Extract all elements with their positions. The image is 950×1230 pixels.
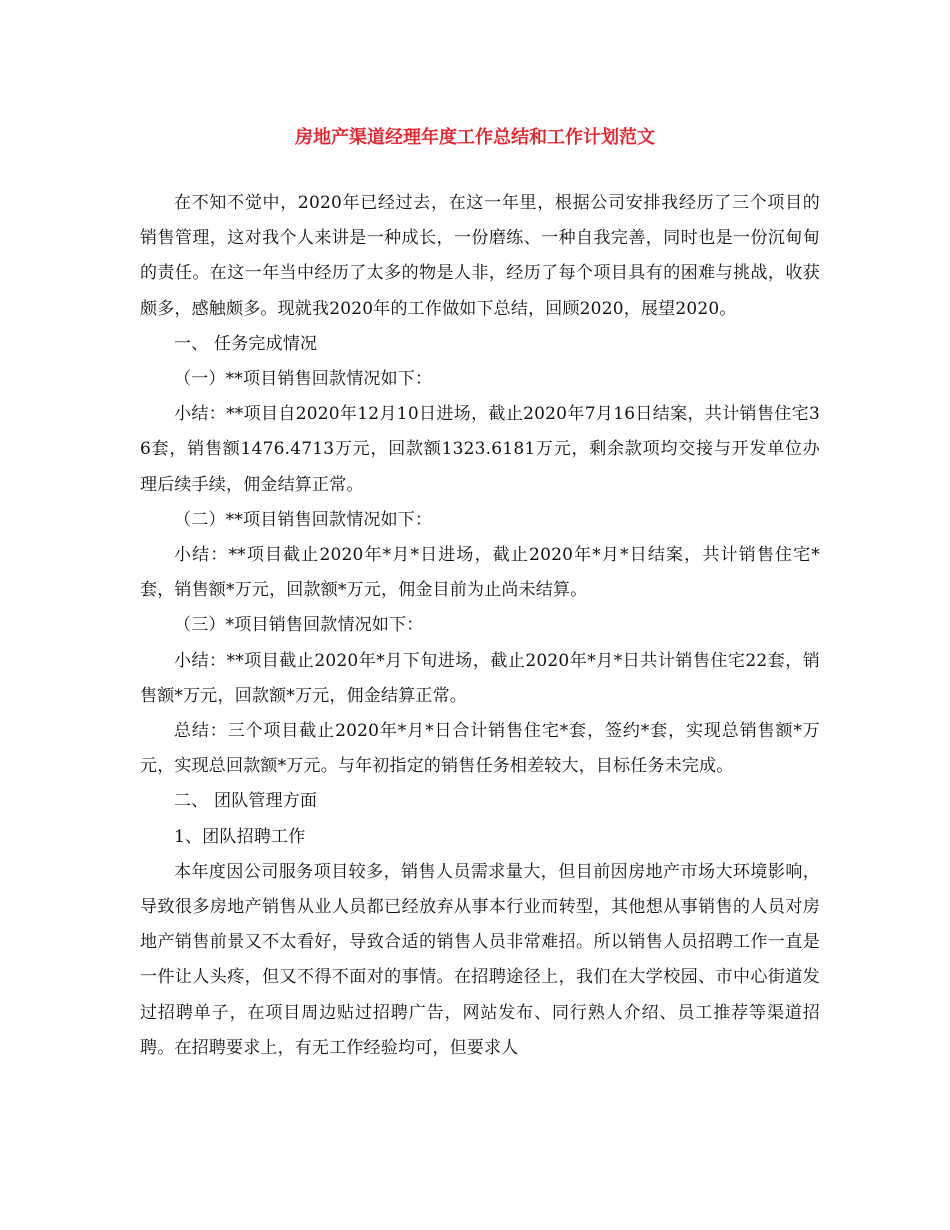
summary-project-3: 小结：**项目截止2020年*月下旬进场，截止2020年*月*日共计销售住宅22套，销售额*万元，回款额*万元，佣金结算正常。 <box>140 650 820 706</box>
document-body <box>140 186 820 1066</box>
overall-summary: 总结：三个项目截止2020年*月*日合计销售住宅*套，签约*套，实现总销售额*万元，实现总回款额*万元。与年初指定的销售任务相差较大，目标任务未完成。 <box>140 721 820 777</box>
section-heading-task-completion: 一、 任务完成情况 <box>174 333 318 354</box>
recruitment-paragraph: 本年度因公司服务项目较多，销售人员需求量大，但目前因房地产市场大环境影响，导致很多房地产销售从业人员都已经放弃从事本行业而转型，其他想从事销售的人员对房地产销售前景又不太看好，导致合适的销售人员非常难招。所以销售人员招聘工作一直是一件让人头疼，但又不得不面对的事情。在招聘途径上，我们在大学校园、市中心街道发过招聘单子，在项目周边贴过招聘广告，网站发布、同行熟人介绍、员工推荐等渠道招聘。在招聘要求上，有无工作经验均可，但要求人 <box>140 861 820 1058</box>
subsection-heading-project-3: （三）*项目销售回款情况如下： <box>174 615 424 636</box>
intro-paragraph: 在不知不觉中，2020年已经过去，在这一年里，根据公司安排我经历了三个项目的销售管理，这对我个人来讲是一种成长，一份磨练、一种自我完善，同时也是一份沉甸甸的责任。在这一年当中经历了太多的物是人非，经历了每个项目具有的困难与挑战，收获颇多，感触颇多。现就我2020年的工作做如下总结，回顾2020，展望2020。 <box>140 193 820 319</box>
subsection-heading-project-2: （二）**项目销售回款情况如下： <box>174 509 433 530</box>
subsection-heading-recruitment: 1、团队招聘工作 <box>174 826 306 847</box>
subsection-heading-project-1: （一）**项目销售回款情况如下： <box>174 369 433 390</box>
summary-project-1: 小结：**项目自2020年12月10日进场，截止2020年7月16日结案，共计销售住宅36套，销售额1476.4713万元，回款额1323.6181万元，剩余款项均交接与开发单位办理后续手续，佣金结算正常。 <box>140 404 820 495</box>
summary-project-2: 小结：**项目截止2020年*月*日进场，截止2020年*月*日结案，共计销售住宅*套，销售额*万元，回款额*万元，佣金目前为止尚未结算。 <box>140 545 820 601</box>
section-heading-team-management: 二、 团队管理方面 <box>174 791 318 812</box>
document-title: 房地产渠道经理年度工作总结和工作计划范文 <box>295 127 655 148</box>
